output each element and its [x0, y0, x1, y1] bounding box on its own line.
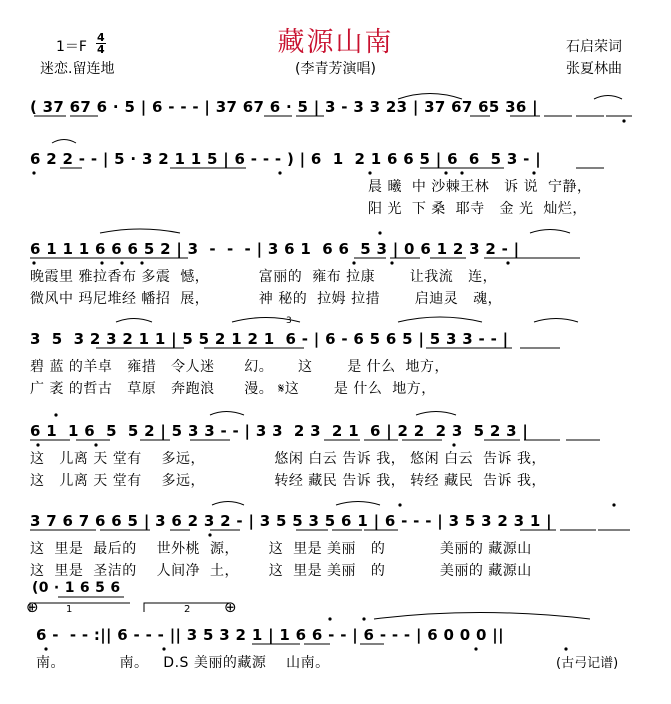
notation-line: 6 1 1 1 6 6 6 5 2 | 3 - - - | 3 6 1 6 6 5 3 | 0 6 1 2 3 2 - | — [30, 240, 520, 258]
composer: 张夏林曲 — [566, 61, 622, 77]
singer: (李青芳演唱) — [295, 61, 376, 77]
lyricist: 石启荣词 — [566, 39, 622, 55]
notation-line: 6 2 2 - - | 5 · 3 2 1 1 5 | 6 - - - ) | 6 1 2 1 6 6 5 | 6 6 5 3 - | — [30, 150, 541, 168]
lyric-line: 这 儿离 天 堂有 多远， 悠闲 白云 告诉 我， 悠闲 白云 告诉 我， — [30, 451, 546, 467]
time-numerator: 4 — [97, 31, 105, 44]
song-title: 藏源山南 — [277, 27, 394, 58]
lyric-line: 微风中 玛尼堆经 幡招 展， 神 秘的 拉姆 拉措 启迪灵 魂， — [30, 291, 503, 307]
key-signature: 1＝F — [56, 39, 87, 55]
notation-line: 3 5 3 2 3 2 1 1 | 5 5 2 1 2 1 6 - | 6 - 6 5 6 5 | 5 3 3 - - | — [30, 330, 509, 348]
notation-line: 6 - - - :|| 6 - - - || 3 5 3 2 1 | 1 6 6 - - | 6 - - - | 6 0 0 0 || — [36, 626, 504, 644]
coda-prefix: (0 · 1 6 5 6 — [32, 580, 121, 596]
triplet-mark: 3 — [286, 316, 292, 326]
lyric-line: 南。 南。 D.S 美丽的藏源 山南。 — [36, 655, 330, 671]
lyric-line: 晚霞里 雅拉香布 多震 憾， 富丽的 雍布 拉康 让我流 连， — [30, 269, 498, 285]
lyric-line: 这 里是 圣洁的 人间净 土， 这 里是 美丽 的 美丽的 藏源山 — [30, 563, 532, 579]
lyric-line: 广 袤 的哲古 草原 奔跑浪 漫。 𝄋这 是 什么 地方， — [30, 381, 436, 397]
lyric-line: 碧 蓝 的羊卓 雍措 令人迷 幻。 这 是 什么 地方， — [30, 359, 450, 375]
lyric-line: 阳 光 下 桑 耶寺 金 光 灿烂， — [368, 201, 587, 217]
uploader: 迷恋.留连地 — [40, 61, 115, 77]
coda-icon: ⊕ — [26, 598, 39, 616]
volta-1-label: 1 — [66, 604, 73, 615]
coda-icon: ⊕ — [224, 598, 237, 616]
lyric-line: 这 儿离 天 堂有 多远， 转经 藏民 告诉 我， 转经 藏民 告诉 我， — [30, 473, 546, 489]
notation-line: 3 7 6 7 6 6 5 | 3 6 2 3 2 - | 3 5 5 3 5 6 1 | 6 - - - | 3 5 3 2 3 1 | — [30, 512, 552, 530]
lyric-line: 这 里是 最后的 世外桃 源， 这 里是 美丽 的 美丽的 藏源山 — [30, 541, 532, 557]
time-denominator: 4 — [97, 43, 105, 56]
transcriber-credit: (古弓记谱) — [556, 656, 619, 671]
lyric-line: 晨 曦 中 沙棘王林 诉 说 宁静， — [368, 179, 592, 195]
volta-2-label: 2 — [184, 604, 191, 615]
notation-line: 6 1 1 6 5 5 2 | 5 3 3 - - | 3 3 2 3 2 1 6 | 2 2 2 3 5 2 3 | — [30, 422, 529, 440]
time-signature — [96, 32, 106, 55]
notation-line: ( 37 67 6 · 5 | 6 - - - | 37 67 6 · 5 | 3 - 3 3 23 | 37 67 65 36 | — [30, 98, 538, 116]
